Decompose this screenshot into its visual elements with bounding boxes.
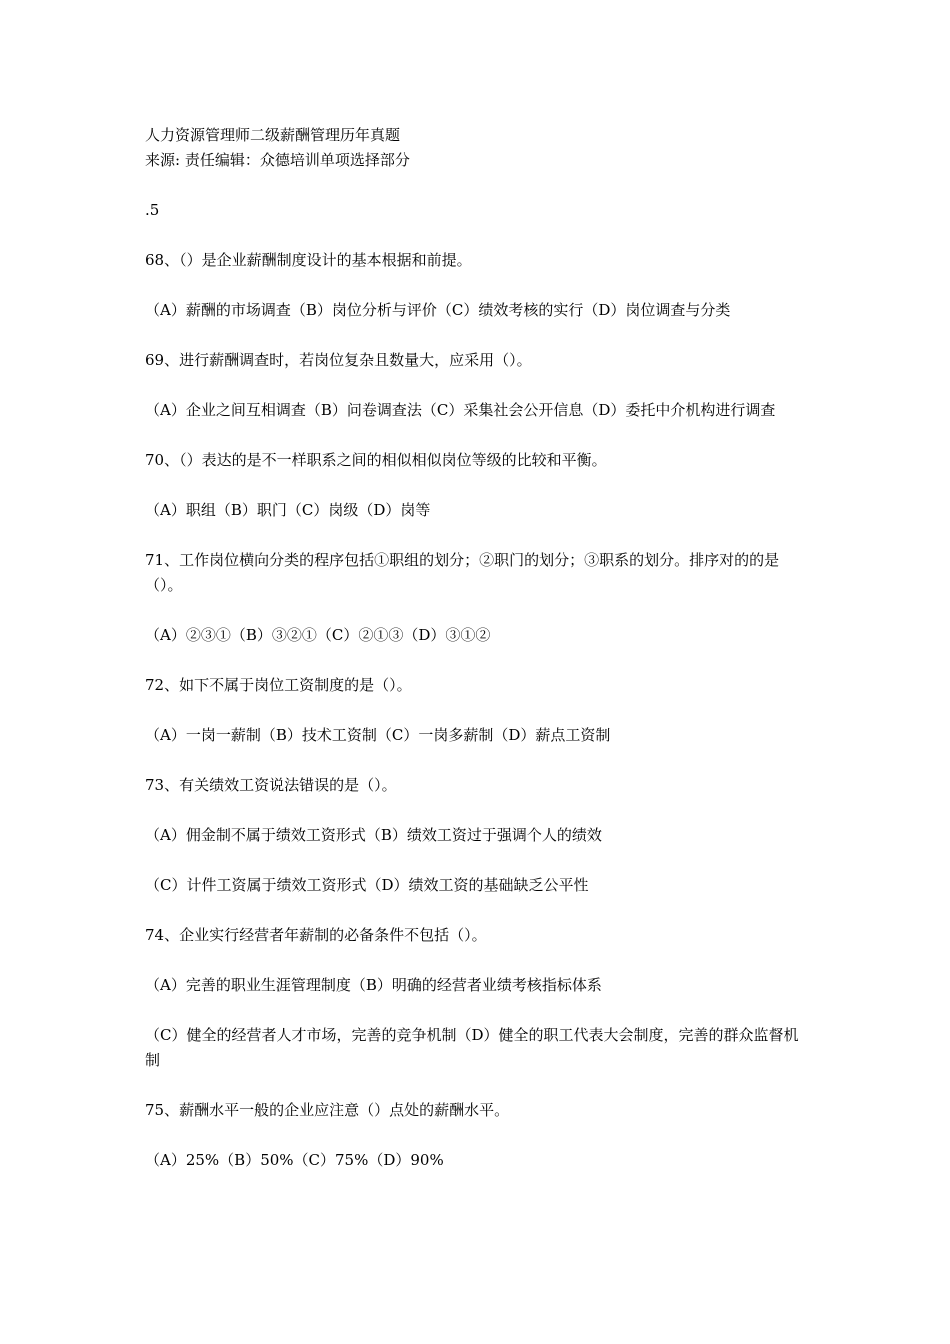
question-stem: 68、（）是企业薪酬制度设计的基本根据和前提。 [145, 251, 472, 269]
question-options: （A）一岗一薪制（B）技术工资制（C）一岗多薪制（D）薪点工资制 [145, 726, 611, 744]
question-options: （A）25%（B）50%（C）75%（D）90% [145, 1151, 444, 1169]
question-stem: 75、薪酬水平一般的企业应注意（）点处的薪酬水平。 [145, 1101, 510, 1119]
question-options: （C）健全的经营者人才市场，完善的竞争机制（D）健全的职工代表大会制度，完善的群众监督机制 [145, 1026, 799, 1069]
document-page [145, 123, 810, 1173]
question-options: （A）企业之间互相调查（B）问卷调查法（C）采集社会公开信息（D）委托中介机构进行调查 [145, 401, 776, 419]
section-mark: .5 [145, 201, 160, 219]
document-source: 来源: 责任编辑：众德培训单项选择部分 [145, 151, 410, 169]
question-options: （A）佣金制不属于绩效工资形式（B）绩效工资过于强调个人的绩效 [145, 826, 602, 844]
question-options: （A）职组（B）职门（C）岗级（D）岗等 [145, 501, 431, 519]
question-stem: 74、企业实行经营者年薪制的必备条件不包括（）。 [145, 926, 487, 944]
question-stem: 73、有关绩效工资说法错误的是（）。 [145, 776, 397, 794]
question-stem: 71、工作岗位横向分类的程序包括①职组的划分；②职门的划分；③职系的划分。排序对的的是（）。 [145, 551, 780, 594]
question-options: （A）完善的职业生涯管理制度（B）明确的经营者业绩考核指标体系 [145, 976, 602, 994]
question-options: （A）薪酬的市场调查（B）岗位分析与评价（C）绩效考核的实行（D）岗位调查与分类 [145, 301, 731, 319]
document-title: 人力资源管理师二级薪酬管理历年真题 [145, 126, 401, 144]
question-options: （C）计件工资属于绩效工资形式（D）绩效工资的基础缺乏公平性 [145, 876, 589, 894]
question-options: （A）②③①（B）③②①（C）②①③（D）③①② [145, 626, 491, 644]
question-stem: 70、（）表达的是不一样职系之间的相似相似岗位等级的比较和平衡。 [145, 451, 607, 469]
question-stem: 69、进行薪酬调查时，若岗位复杂且数量大，应采用（）。 [145, 351, 532, 369]
question-stem: 72、如下不属于岗位工资制度的是（）。 [145, 676, 412, 694]
